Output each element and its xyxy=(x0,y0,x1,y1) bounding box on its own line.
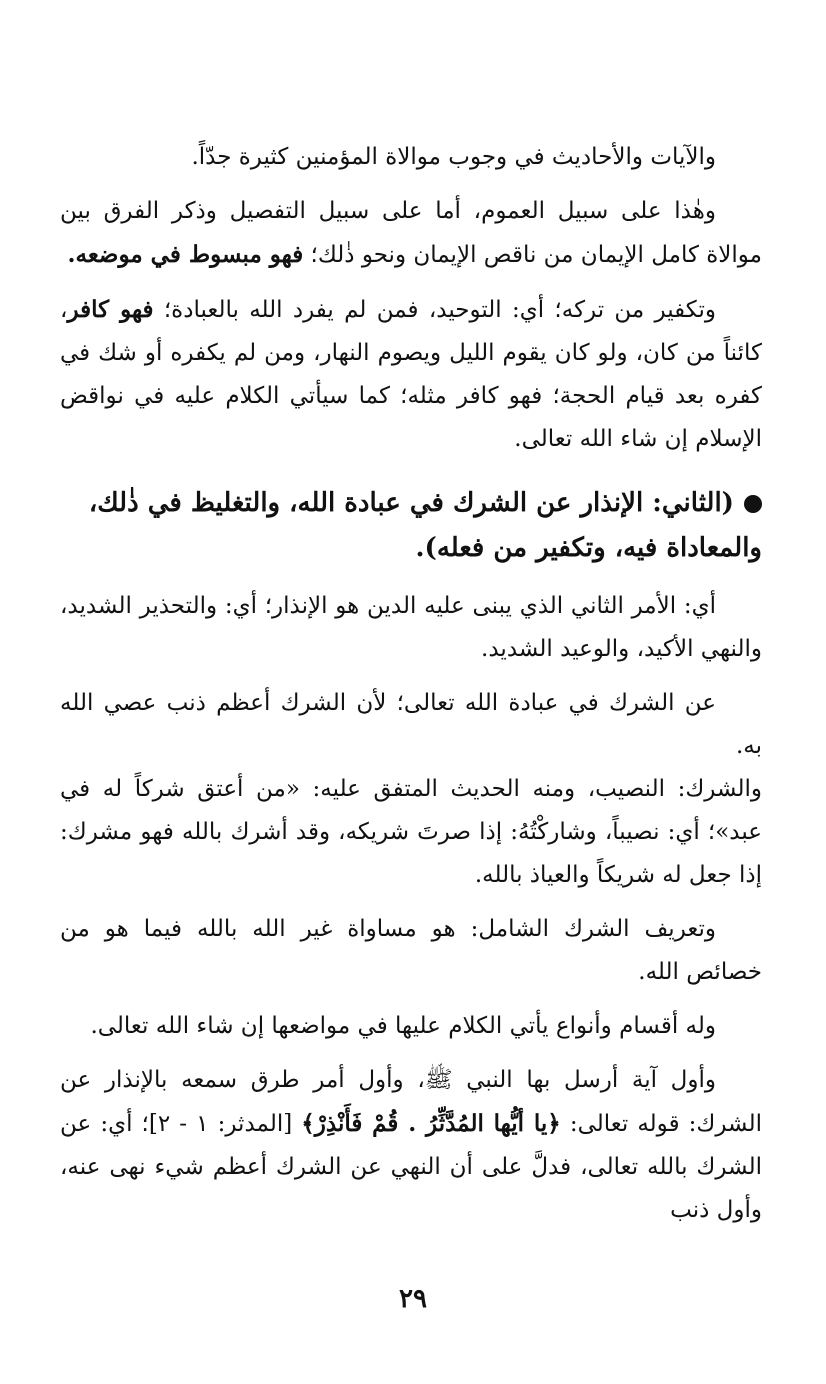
paragraph-8-text-a: وأول آية أرسل بها النبي ﷺ، وأول أمر طرق سمعه بالإنذار عن الشرك: قوله تعالى: xyxy=(60,1067,762,1137)
paragraph-5-continued xyxy=(60,768,762,897)
page-number: ٢٩ xyxy=(399,1284,427,1314)
paragraph-2 xyxy=(60,190,762,277)
paragraph-6 xyxy=(60,908,762,994)
paragraph-1-text: والآيات والأحاديث في وجوب موالاة المؤمنين كثيرة جدّاً. xyxy=(191,144,716,170)
paragraph-5-line-1: عن الشرك في عبادة الله تعالى؛ لأن الشرك أعظم ذنب عصي الله به. xyxy=(60,690,762,759)
paragraph-8-text-b: [المدثر: ١ - ٢]؛ أي: عن الشرك بالله تعالى، فدلَّ على أن النهي عن الشرك أعظم شيء نهى عنه، وأول ذنب xyxy=(60,1111,762,1223)
paragraph-7-text: وله أقسام وأنواع يأتي الكلام عليها في مواضعها إن شاء الله تعالى. xyxy=(90,1013,716,1039)
paragraph-2-bold-text: فهو مبسوط في موضعه. xyxy=(67,241,304,268)
bullet-icon xyxy=(744,495,762,513)
paragraph-7 xyxy=(60,1005,762,1048)
paragraph-3-text-c: ، كائناً من كان، ولو كان يقوم الليل ويصوم النهار، ومن لم يكفره أو شك في كفره بعد قيام الحجة؛ فهو كافر مثله؛ كما سيأتي الكلام عليه في نواقض الإسلام إن شاء الله تعالى. xyxy=(60,297,762,452)
section-heading-text: (الثاني: الإنذار عن الشرك في عبادة الله، والتغليظ في ذٰلك، والمعاداة فيه، وتكفير من فعله). xyxy=(88,488,762,563)
paragraph-2-text: وهٰذا على سبيل العموم، أما على سبيل التفصيل وذكر الفرق بين موالاة كامل الإيمان من ناقص الإيمان ونحو ذٰلك؛ xyxy=(60,198,762,268)
paragraph-5-line-2: والشرك: النصيب، ومنه الحديث المتفق عليه: «من أعتق شركاً له في عبد»؛ أي: نصيباً، وشاركْتُهُ: إذا صرتَ شريكه، وقد أشرك بالله فهو مشرك: إذا جعل له شريكاً والعياذ بالله. xyxy=(60,776,762,888)
paragraph-3 xyxy=(60,288,762,461)
section-heading xyxy=(60,481,762,571)
paragraph-6-text: وتعريف الشرك الشامل: هو مساواة غير الله بالله فيما هو من خصائص الله. xyxy=(60,916,762,985)
paragraph-8 xyxy=(60,1059,762,1232)
paragraph-4-text: أي: الأمر الثاني الذي يبنى عليه الدين هو الإنذار؛ أي: والتحذير الشديد، والنهي الأكيد، والوعيد الشديد. xyxy=(60,593,762,662)
paragraph-5 xyxy=(60,682,762,768)
paragraph-3-bold-text: فهو كافر xyxy=(67,296,154,323)
paragraph-1 xyxy=(60,136,762,179)
quran-verse: ﴿يا أيُّها المُدَّثِّرُ . قُمْ فَأَنْذِرْ﴾ xyxy=(301,1110,561,1137)
paragraph-3-text-a: وتكفير من تركه؛ أي: التوحيد، فمن لم يفرد الله بالعبادة؛ xyxy=(153,297,716,323)
paragraph-4 xyxy=(60,585,762,671)
